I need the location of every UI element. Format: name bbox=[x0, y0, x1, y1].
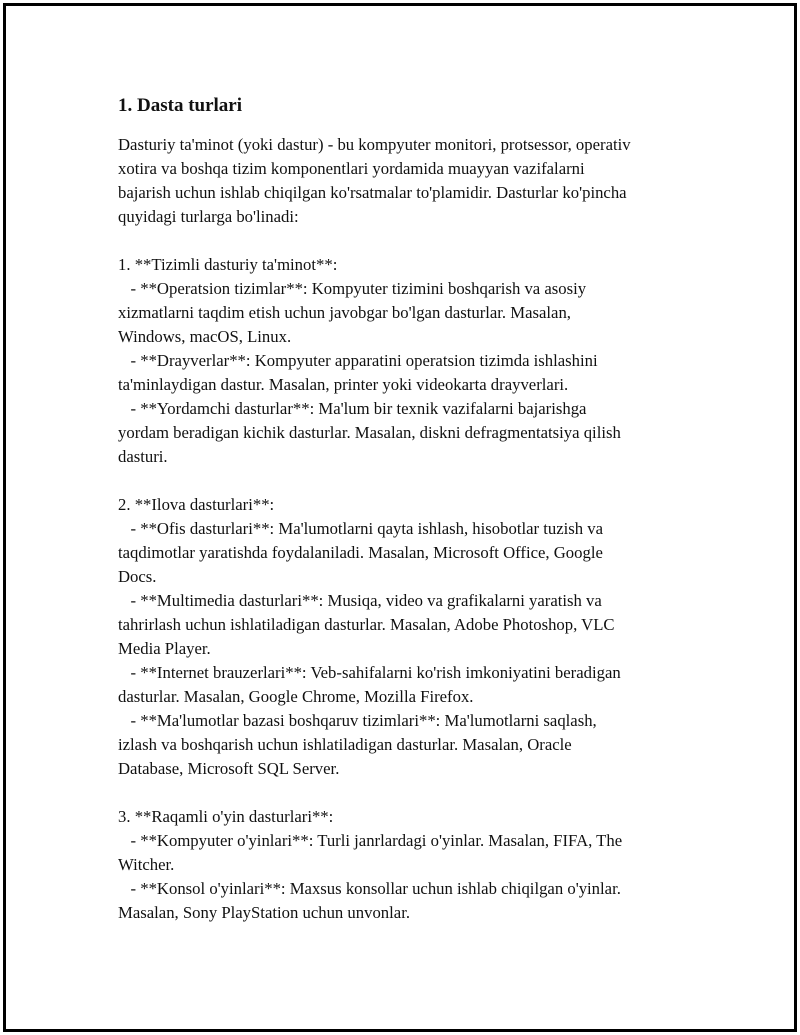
section-line: xizmatlarni taqdim etish uchun javobgar bo'lgan dasturlar. Masalan, bbox=[118, 303, 571, 322]
section-line: yordam beradigan kichik dasturlar. Masalan, diskni defragmentatsiya qilish bbox=[118, 423, 621, 442]
intro-line: bajarish uchun ishlab chiqilgan ko'rsatmalar to'plamidir. Dasturlar ko'pincha bbox=[118, 183, 627, 202]
section-line: Docs. bbox=[118, 567, 157, 586]
section-line: taqdimotlar yaratishda foydalaniladi. Masalan, Microsoft Office, Google bbox=[118, 543, 603, 562]
document-body bbox=[118, 94, 693, 925]
paragraph-gap bbox=[118, 781, 693, 805]
section-heading: 3. **Raqamli o'yin dasturlari**: bbox=[118, 807, 334, 826]
section-line: - **Ma'lumotlar bazasi boshqaruv tizimlari**: Ma'lumotlarni saqlash, bbox=[118, 711, 597, 730]
intro-line: xotira va boshqa tizim komponentlari yordamida muayyan vazifalarni bbox=[118, 159, 585, 178]
section-line: Windows, macOS, Linux. bbox=[118, 327, 292, 346]
intro-paragraph bbox=[118, 133, 693, 229]
section-line: - **Operatsion tizimlar**: Kompyuter tizimini boshqarish va asosiy bbox=[118, 279, 587, 298]
intro-line: Dasturiy ta'minot (yoki dastur) - bu kompyuter monitori, protsessor, operativ bbox=[118, 135, 631, 154]
paragraph-gap bbox=[118, 229, 693, 253]
section-line: Database, Microsoft SQL Server. bbox=[118, 759, 340, 778]
paragraph-gap bbox=[118, 469, 693, 493]
section-heading: 2. **Ilova dasturlari**: bbox=[118, 495, 275, 514]
section-heading: 1. **Tizimli dasturiy ta'minot**: bbox=[118, 255, 338, 274]
section-game-software bbox=[118, 805, 693, 925]
section-line: - **Yordamchi dasturlar**: Ma'lum bir texnik vazifalarni bajarishga bbox=[118, 399, 587, 418]
section-line: Witcher. bbox=[118, 855, 175, 874]
intro-line: quyidagi turlarga bo'linadi: bbox=[118, 207, 299, 226]
section-line: Media Player. bbox=[118, 639, 211, 658]
section-line: ta'minlaydigan dastur. Masalan, printer yoki videokarta drayverlari. bbox=[118, 375, 569, 394]
section-application-software bbox=[118, 493, 693, 781]
section-line: - **Ofis dasturlari**: Ma'lumotlarni qayta ishlash, hisobotlar tuzish va bbox=[118, 519, 604, 538]
section-line: tahrirlash uchun ishlatiladigan dasturlar. Masalan, Adobe Photoshop, VLC bbox=[118, 615, 615, 634]
section-line: - **Drayverlar**: Kompyuter apparatini operatsion tizimda ishlashini bbox=[118, 351, 598, 370]
section-line: izlash va boshqarish uchun ishlatiladigan dasturlar. Masalan, Oracle bbox=[118, 735, 572, 754]
section-line: - **Kompyuter o'yinlari**: Turli janrlardagi o'yinlar. Masalan, FIFA, The bbox=[118, 831, 623, 850]
document-title: 1. Dasta turlari bbox=[118, 95, 243, 116]
section-system-software bbox=[118, 253, 693, 469]
section-line: dasturi. bbox=[118, 447, 168, 466]
section-line: - **Internet brauzerlari**: Veb-sahifalarni ko'rish imkoniyatini beradigan bbox=[118, 663, 621, 682]
section-line: - **Konsol o'yinlari**: Maxsus konsollar uchun ishlab chiqilgan o'yinlar. bbox=[118, 879, 621, 898]
section-line: dasturlar. Masalan, Google Chrome, Mozilla Firefox. bbox=[118, 687, 474, 706]
section-line: - **Multimedia dasturlari**: Musiqa, video va grafikalarni yaratish va bbox=[118, 591, 602, 610]
section-line: Masalan, Sony PlayStation uchun unvonlar. bbox=[118, 903, 411, 922]
